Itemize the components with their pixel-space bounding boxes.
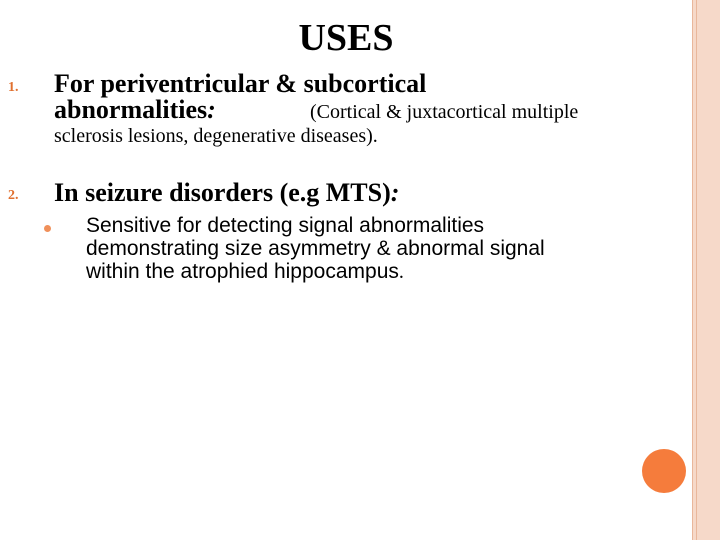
item-number: 2.	[8, 188, 19, 203]
bullet-dot	[44, 225, 51, 232]
item1-detail-line2: sclerosis lesions, degenerative diseases).	[54, 125, 378, 147]
bullet-line1: Sensitive for detecting signal abnormalities	[86, 214, 485, 237]
decorative-circle	[642, 449, 686, 493]
item1-heading-text: abnormalities	[54, 95, 208, 124]
item1-colon: :	[207, 95, 216, 124]
item-number: 1.	[8, 80, 19, 95]
right-border-line	[696, 0, 697, 540]
bullet-line3-text: within the atrophied hippocampus	[86, 260, 399, 283]
slide-title: USES	[298, 17, 394, 59]
item1-heading-line2	[54, 97, 216, 123]
bullet-line2: demonstrating size asymmetry & abnormal signal	[86, 237, 545, 260]
item2-colon: :	[390, 178, 400, 207]
bullet-end: .	[398, 261, 404, 283]
item1-heading-line1: For periventricular & subcortical	[54, 69, 427, 98]
item1-detail-line1: (Cortical & juxtacortical multiple	[310, 101, 579, 123]
item2-heading-text: In seizure disorders (e.g MTS)	[54, 178, 391, 207]
right-border-line	[692, 0, 693, 540]
item2-heading	[54, 180, 399, 206]
bullet-line3	[86, 261, 404, 283]
